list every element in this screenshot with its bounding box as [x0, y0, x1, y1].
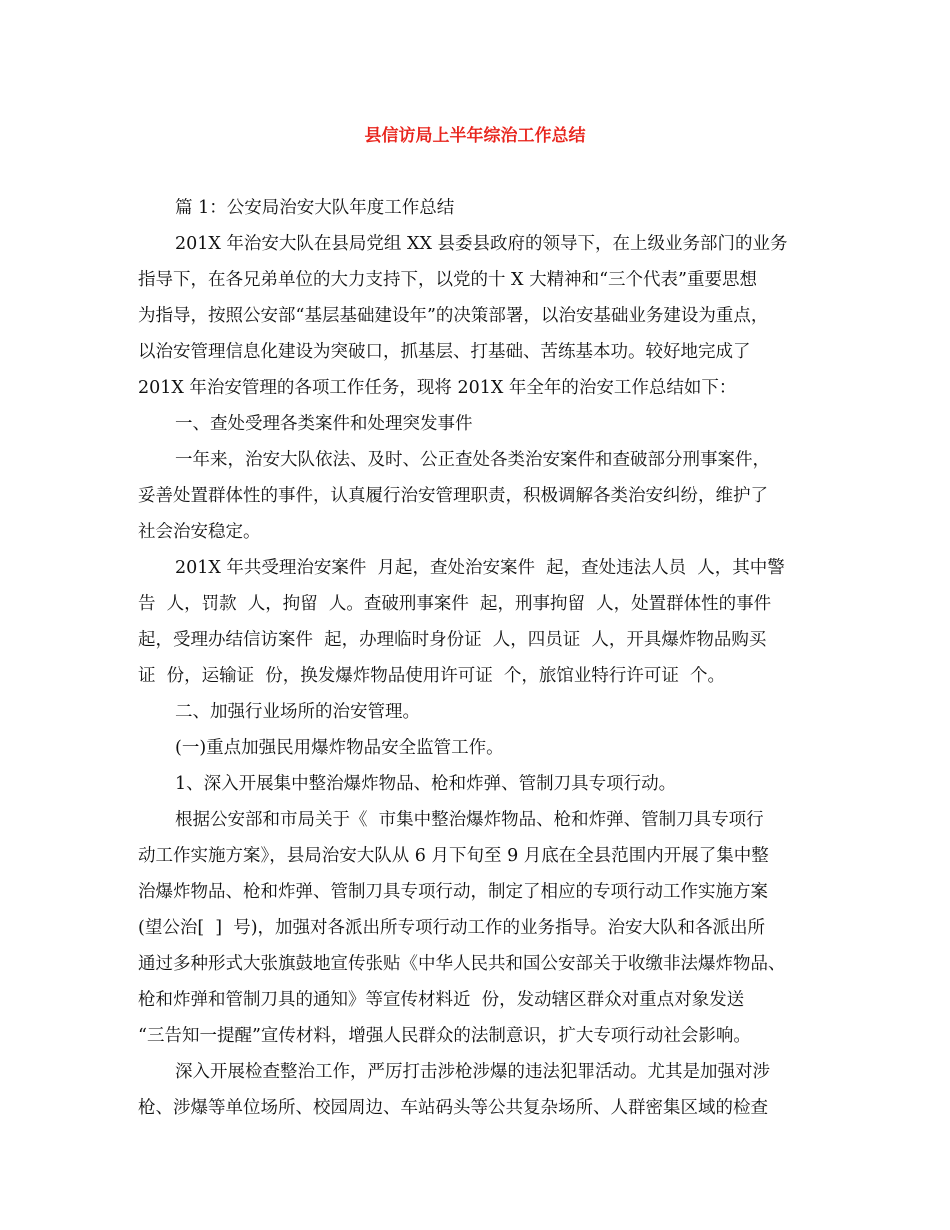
text-line: “三告知一提醒”宣传材料，增强人民群众的法制意识，扩大专项行动社会影响。 — [138, 1026, 751, 1046]
text-line: 枪、涉爆等单位场所、校园周边、车站码头等公共复杂场所、人群密集区域的检查 — [138, 1098, 768, 1118]
text-line: (望公治[ ] 号)，加强对各派出所专项行动工作的业务指导。治安大队和各派出所 — [138, 918, 766, 938]
sub-heading: (一)重点加强民用爆炸物品安全监管工作。 — [175, 738, 504, 758]
text-line: 根据公安部和市局关于《 市集中整治爆炸物品、枪和炸弹、管制刀具专项行 — [175, 810, 764, 830]
text-line: 枪和炸弹和管制刀具的通知》等宣传材料近 份，发动辖区群众对重点对象发送 — [138, 990, 745, 1010]
text-line: 为指导，按照公安部“基层基础建设年”的决策部署，以治安基础业务建设为重点， — [138, 306, 769, 326]
section-heading: 一、查处受理各类案件和处理突发事件 — [175, 414, 473, 434]
section-heading: 二、加强行业场所的治安管理。 — [175, 702, 420, 722]
text-line: 社会治安稳定。 — [138, 522, 261, 542]
text-line: 治爆炸物品、枪和炸弹、管制刀具专项行动，制定了相应的专项行动工作实施方案 — [138, 882, 768, 902]
text-line: 指导下，在各兄弟单位的大力支持下，以党的十 X 大精神和“三个代表”重要思想 — [138, 270, 757, 290]
text-line: 动工作实施方案》，县局治安大队从 6 月下旬至 9 月底在全县范围内开展了集中整 — [138, 846, 769, 866]
text-line: 妥善处置群体性的事件，认真履行治安管理职责，积极调解各类治安纠纷，维护了 — [138, 486, 768, 506]
text-line: 一年来，治安大队依法、及时、公正查处各类治安案件和查破部分刑事案件， — [175, 450, 770, 470]
text-line: 告 人，罚款 人，拘留 人。查破刑事案件 起，刑事拘留 人，处置群体性的事件 — [138, 594, 772, 614]
sub-heading: 1、深入开展集中整治爆炸物品、枪和炸弹、管制刀具专项行动。 — [175, 774, 677, 794]
text-line: 篇 1：公安局治安大队年度工作总结 — [175, 198, 455, 218]
text-line: 201X 年治安管理的各项工作任务，现将 201X 年全年的治安工作总结如下： — [138, 378, 737, 398]
text-line: 通过多种形式大张旗鼓地宣传张贴《中华人民共和国公安部关于收缴非法爆炸物品、 — [138, 954, 786, 974]
text-line: 201X 年治安大队在县局党组 XX 县委县政府的领导下，在上级业务部门的业务 — [175, 234, 788, 254]
text-line: 起，受理办结信访案件 起，办理临时身份证 人，四员证 人，开具爆炸物品购买 — [138, 630, 767, 650]
text-line: 深入开展检查整治工作，严厉打击涉枪涉爆的违法犯罪活动。尤其是加强对涉 — [175, 1062, 770, 1082]
text-line: 201X 年共受理治安案件 月起，查处治安案件 起，查处违法人员 人，其中警 — [175, 558, 785, 578]
text-line: 以治安管理信息化建设为突破口，抓基层、打基础、苦练基本功。较好地完成了 — [138, 342, 751, 362]
page-title: 县信访局上半年综治工作总结 — [364, 126, 586, 146]
text-line: 证 份，运输证 份，换发爆炸物品使用许可证 个，旅馆业特行许可证 个。 — [138, 666, 725, 686]
